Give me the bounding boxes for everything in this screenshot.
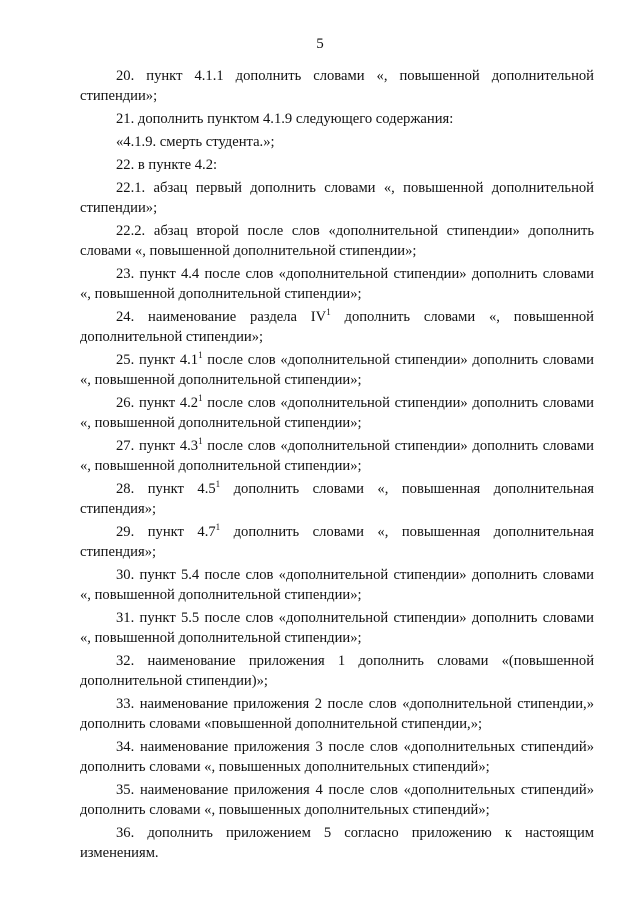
amendment-item-21-content: «4.1.9. смерть студента.»; — [116, 134, 275, 150]
amendment-item-25-rest: после слов «дополнительной стипендии» дополнить словами «, повышенной дополнительной стипендии»; — [80, 352, 594, 388]
amendment-item-20: 20. пункт 4.1.1 дополнить словами «, повышенной дополнительной стипендии»; — [80, 68, 594, 104]
amendment-item-25-text: 25. пункт 4.1 — [116, 352, 199, 368]
amendment-item-21: 21. дополнить пунктом 4.1.9 следующего содержания: — [116, 111, 454, 127]
amendment-item-26 — [80, 393, 594, 433]
amendment-item-28 — [80, 479, 594, 519]
amendment-item-27-rest: после слов «дополнительной стипендии» дополнить словами «, повышенной дополнительной стипендии»; — [80, 438, 594, 474]
amendment-item-33: 33. наименование приложения 2 после слов «дополнительной стипендии,» дополнить словами «повышенной дополнительной стипендии,»; — [80, 696, 594, 732]
amendment-item-24 — [80, 307, 594, 347]
amendment-item-34: 34. наименование приложения 3 после слов «дополнительных стипендий» дополнить словами «, повышенных дополнительных стипендий»; — [80, 739, 594, 775]
amendment-item-35: 35. наименование приложения 4 после слов «дополнительных стипендий» дополнить словами «, повышенных дополнительных стипендий»; — [80, 782, 594, 818]
superscript-index: 1 — [215, 479, 221, 489]
amendment-item-32: 32. наименование приложения 1 дополнить словами «(повышенной дополнительной стипендии)»; — [80, 653, 594, 689]
amendment-item-24-rest: дополнить словами «, повышенной дополнительной стипендии»; — [80, 309, 594, 345]
amendment-item-28-text: 28. пункт 4.5 — [116, 481, 216, 497]
amendment-item-26-rest: после слов «дополнительной стипендии» дополнить словами «, повышенной дополнительной стипендии»; — [80, 395, 594, 431]
amendment-item-28-rest: дополнить словами «, повышенная дополнительная стипендия»; — [80, 481, 594, 517]
amendment-item-22: 22. в пункте 4.2: — [116, 157, 218, 173]
amendment-item-29 — [80, 522, 594, 562]
amendment-item-36: 36. дополнить приложением 5 согласно приложению к настоящим изменениям. — [80, 825, 594, 861]
amendment-item-27 — [80, 436, 594, 476]
amendment-item-25 — [80, 350, 594, 390]
amendments-list — [80, 66, 594, 866]
page-number: 5 — [316, 36, 324, 52]
superscript-index: 1 — [198, 393, 203, 403]
superscript-index: 1 — [198, 436, 203, 446]
amendment-item-30: 30. пункт 5.4 после слов «дополнительной стипендии» дополнить словами «, повышенной дополнительной стипендии»; — [80, 567, 594, 603]
amendment-item-26-text: 26. пункт 4.2 — [116, 395, 199, 411]
amendment-item-29-text: 29. пункт 4.7 — [116, 524, 216, 540]
amendment-item-27-text: 27. пункт 4.3 — [116, 438, 199, 454]
amendment-item-24-text: 24. наименование раздела IV — [116, 309, 327, 325]
amendment-item-22-1: 22.1. абзац первый дополнить словами «, повышенной дополнительной стипендии»; — [80, 180, 594, 216]
superscript-index: 1 — [215, 522, 221, 532]
superscript-index: 1 — [198, 350, 203, 360]
amendment-item-22-2: 22.2. абзац второй после слов «дополнительной стипендии» дополнить словами «, повышенной дополнительной стипендии»; — [80, 223, 594, 259]
amendment-item-29-rest: дополнить словами «, повышенная дополнительная стипендия»; — [80, 524, 594, 560]
amendment-item-31: 31. пункт 5.5 после слов «дополнительной стипендии» дополнить словами «, повышенной дополнительной стипендии»; — [80, 610, 594, 646]
amendment-item-23: 23. пункт 4.4 после слов «дополнительной стипендии» дополнить словами «, повышенной дополнительной стипендии»; — [80, 266, 594, 302]
superscript-index: 1 — [326, 307, 331, 317]
